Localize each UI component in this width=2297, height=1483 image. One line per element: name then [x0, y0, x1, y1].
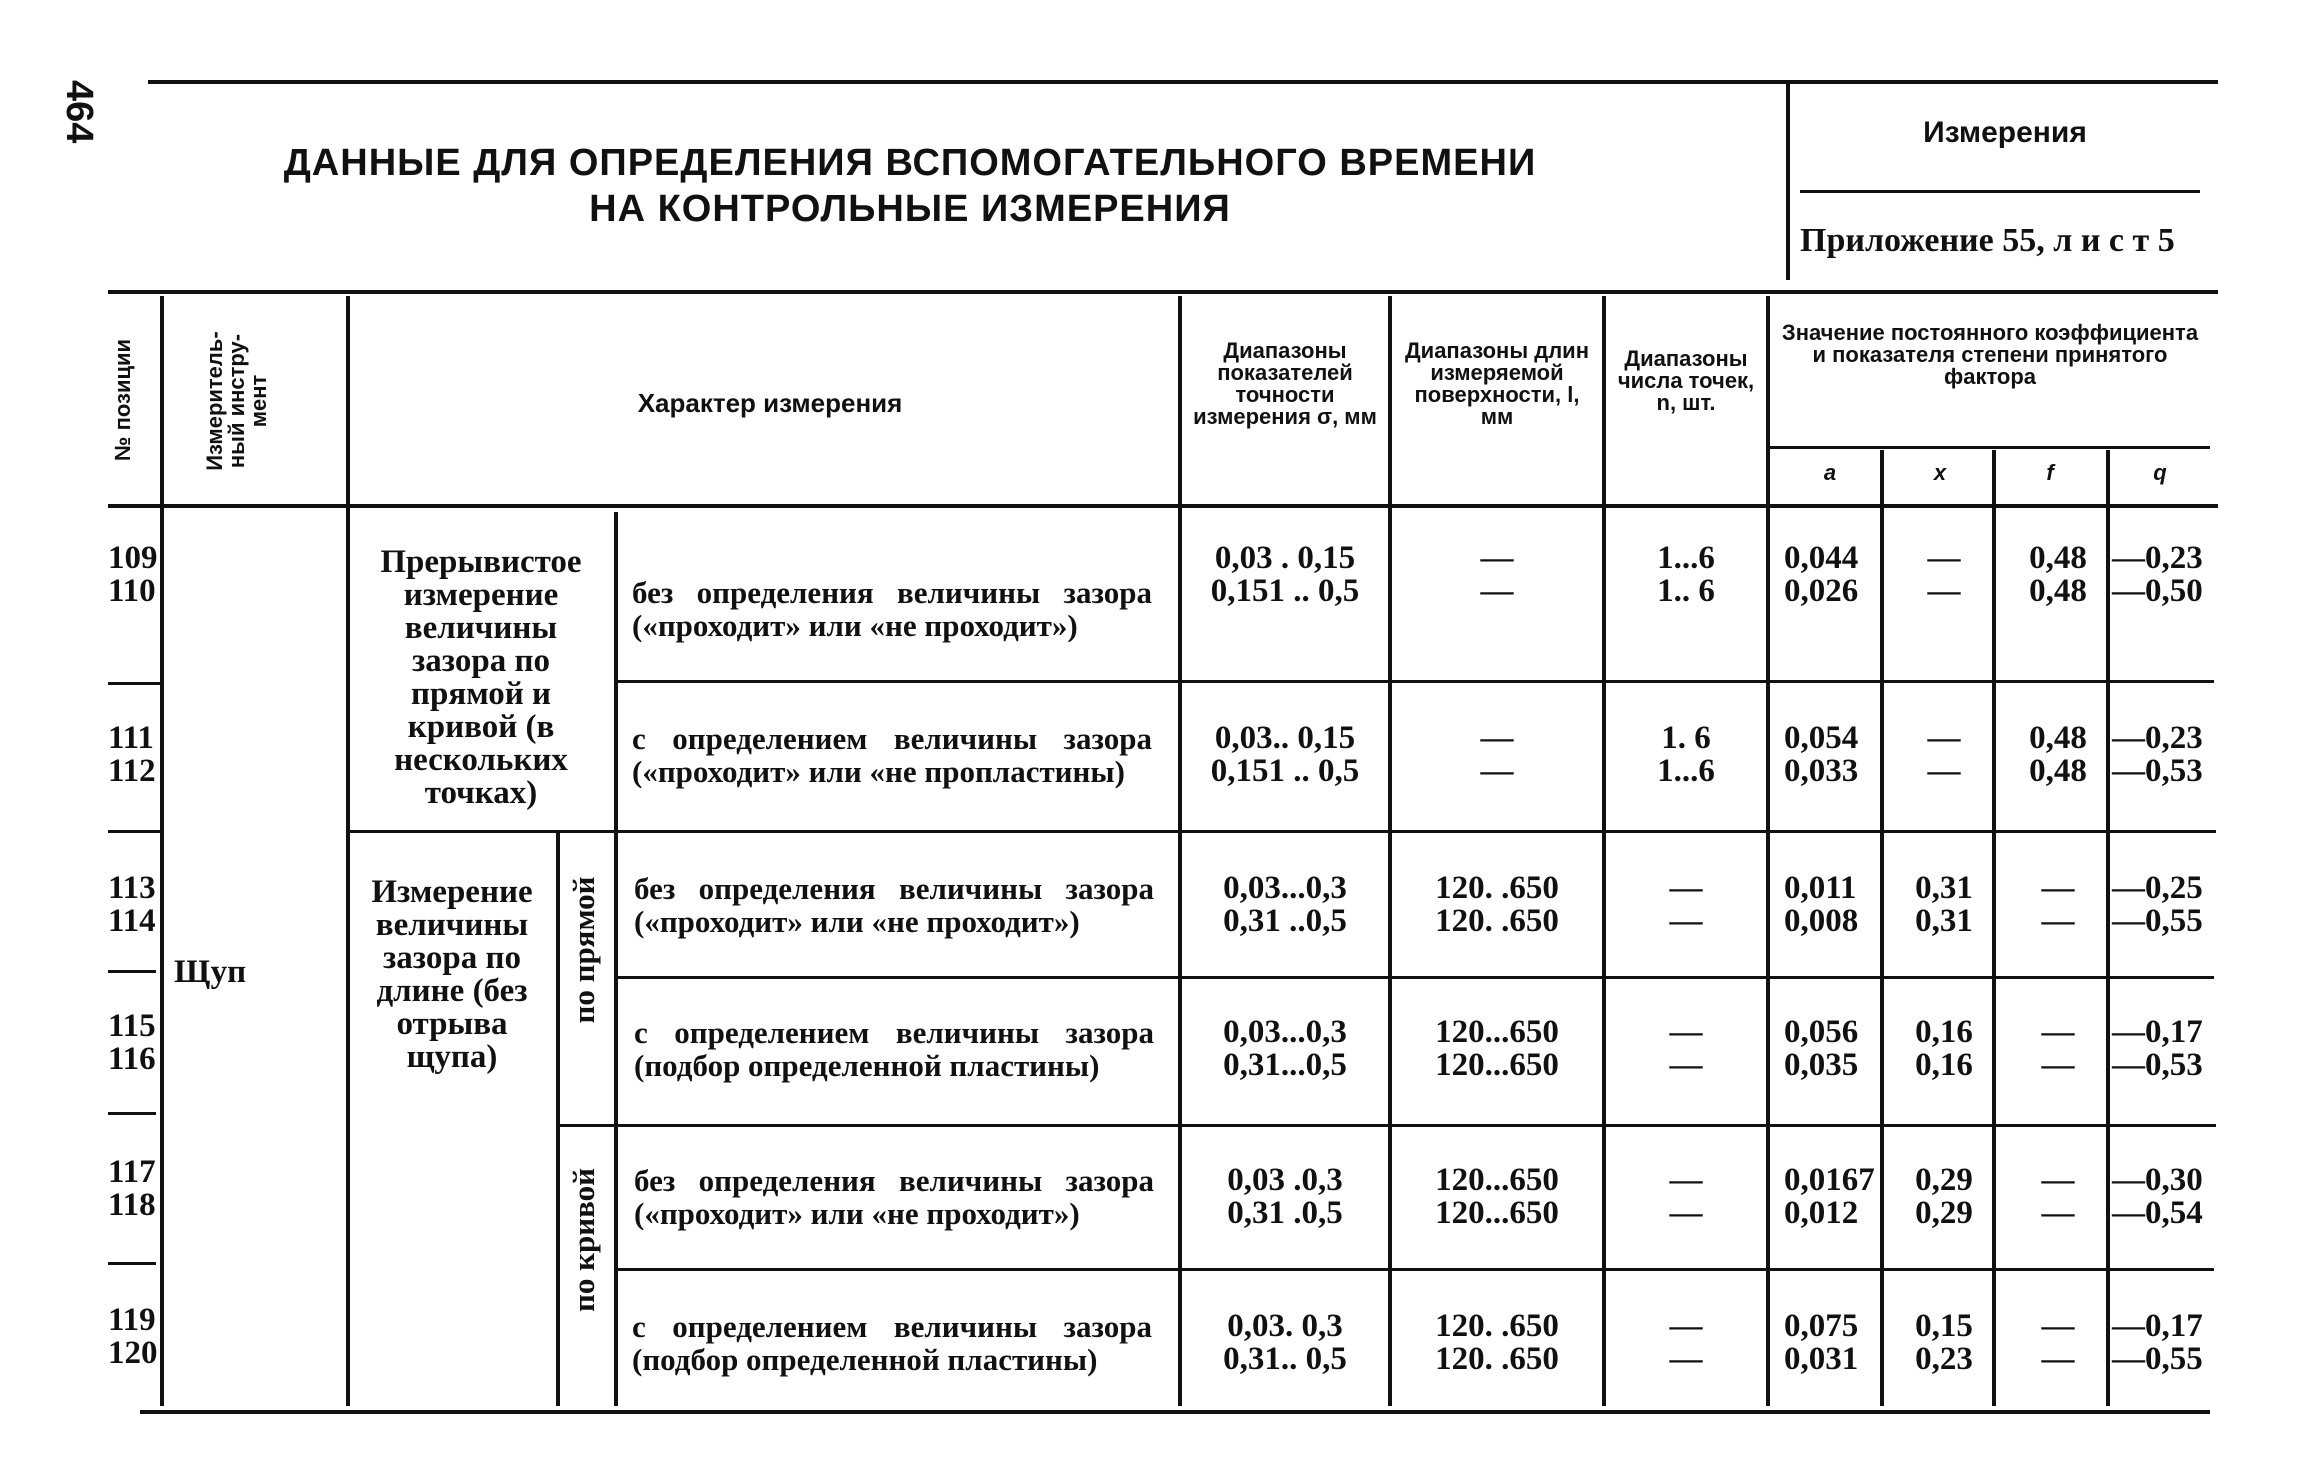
coef-a-values: 0,056 0,035 — [1784, 1014, 1859, 1083]
title-line-1: ДАННЫЕ ДЛЯ ОПРЕДЕЛЕНИЯ ВСПОМОГАТЕЛЬНОГО ВРЕМЕНИ — [283, 142, 1537, 184]
coef-x-values: — — — [1927, 720, 1961, 789]
coef-q-values: —0,17 —0,55 — [2112, 1308, 2203, 1377]
header-col-q: q — [2153, 460, 2167, 485]
row-rule-2 — [346, 830, 2216, 833]
coef-f-values: — — — [2041, 1014, 2075, 1083]
points-values: 1. 6 1...6 — [1657, 720, 1715, 789]
measurement-description: с определением величины зазора (подбор определенной пластины) — [632, 1309, 1152, 1377]
length-values: 120...650 120...650 — [1435, 1162, 1559, 1231]
length-values: 120. .650 120. .650 — [1435, 1308, 1559, 1377]
points-values: — — — [1669, 1014, 1703, 1083]
coef-f-values: — — — [2041, 870, 2075, 939]
pos-sep-3 — [108, 970, 156, 973]
group-divider — [614, 512, 618, 832]
position-numbers: 109 110 — [108, 540, 158, 609]
col-line-acc — [1388, 296, 1392, 1406]
header-col-a: a — [1823, 460, 1837, 485]
position-numbers: 115 116 — [108, 1008, 156, 1077]
coef-q-values: —0,25 —0,55 — [2112, 870, 2203, 939]
accuracy-values: 0,03.. 0,15 0,151 .. 0,5 — [1210, 720, 1360, 789]
measurement-description: с определением величины зазора («проходит» или «не пропластины) — [632, 721, 1152, 789]
measurement-description: без определения величины зазора («проходит» или «не проходит») — [632, 575, 1152, 643]
header-col-x: x — [1933, 460, 1947, 485]
points-values: — — — [1669, 870, 1703, 939]
accuracy-values: 0,03 . 0,15 0,151 .. 0,5 — [1210, 540, 1360, 609]
accuracy-values: 0,03. 0,3 0,31.. 0,5 — [1223, 1308, 1347, 1377]
coef-a-values: 0,011 0,008 — [1784, 870, 1859, 939]
header-coefficient-group: Значение постоянного коэффициента и показателя степени принятого фактора — [1781, 320, 2199, 389]
col-line-pts — [1766, 296, 1770, 1406]
table-top-rule — [108, 290, 2218, 294]
measurement-description: без определения величины зазора («проходит» или «не проходит») — [634, 871, 1154, 939]
coef-f-values: — — — [2041, 1308, 2075, 1377]
accuracy-values: 0,03 .0,3 0,31 .0,5 — [1227, 1162, 1343, 1231]
points-values: — — — [1669, 1162, 1703, 1231]
col-line-len — [1602, 296, 1606, 1406]
position-numbers: 111 112 — [108, 720, 156, 789]
coef-a-values: 0,075 0,031 — [1784, 1308, 1859, 1377]
section-label: Измерения — [1923, 116, 2087, 149]
coef-a-values: 0,054 0,033 — [1784, 720, 1859, 789]
col-line-x — [1992, 450, 1996, 1406]
coef-header-rule — [1770, 446, 2210, 449]
coef-q-values: —0,23 —0,53 — [2112, 720, 2203, 789]
col-line-instr — [346, 296, 350, 1406]
coef-q-values: —0,17 —0,53 — [2112, 1014, 2203, 1083]
row-rule-3 — [614, 976, 2214, 979]
coef-x-values: 0,16 0,16 — [1915, 1014, 1973, 1083]
length-values: 120. .650 120. .650 — [1435, 870, 1559, 939]
table-bottom-rule — [140, 1410, 2210, 1414]
coef-q-values: —0,23 —0,50 — [2112, 540, 2203, 609]
measurement-description: с определением величины зазора (подбор определенной пластины) — [634, 1015, 1154, 1083]
pos-sep-4 — [108, 1112, 156, 1115]
header-accuracy-range: Диапазоны показателей точности измерения σ, мм — [1193, 338, 1377, 429]
coef-f-values: 0,48 0,48 — [2029, 540, 2087, 609]
header-col-f: f — [2046, 460, 2054, 485]
header-box-divider — [1786, 80, 1790, 280]
measurement-description: без определения величины зазора («проходит» или «не проходит») — [634, 1163, 1154, 1231]
col-line-a — [1880, 450, 1884, 1406]
pos-sep-5 — [108, 1262, 156, 1265]
header-length-range: Диапазоны длин измеряемой поверхности, l, мм — [1405, 338, 1589, 429]
coef-x-values: 0,31 0,31 — [1915, 870, 1973, 939]
position-numbers: 119 120 — [108, 1302, 158, 1371]
col-line-f — [2106, 450, 2110, 1406]
pos-sep-1 — [108, 682, 160, 685]
length-values: — — — [1480, 540, 1514, 609]
col-line-pos — [160, 296, 164, 1406]
coef-f-values: — — — [2041, 1162, 2075, 1231]
subgroup-straight: по прямой — [566, 876, 601, 1024]
position-numbers: 117 118 — [108, 1154, 156, 1223]
coef-a-values: 0,044 0,026 — [1784, 540, 1859, 609]
page-title — [220, 140, 1600, 232]
length-values: — — — [1480, 720, 1514, 789]
header-character: Характер измерения — [637, 388, 903, 418]
pos-sep-2 — [108, 830, 160, 833]
col-line-char — [1178, 296, 1182, 1406]
group2-divider — [556, 830, 560, 1406]
group-interrupted: Прерывистое измерение величины зазора по прямой и кривой (в нескольких точках) — [380, 544, 582, 811]
group-continuous: Измерение величины зазора по длине (без отрыва щупа) — [371, 874, 533, 1075]
title-line-2: НА КОНТРОЛЬНЫЕ ИЗМЕРЕНИЯ — [589, 188, 1231, 230]
page-number: 464 — [58, 80, 100, 144]
coef-x-values: 0,15 0,23 — [1915, 1308, 1973, 1377]
sub-divider — [614, 830, 618, 1406]
coef-a-values: 0,0167 0,012 — [1784, 1162, 1875, 1231]
header-box-rule — [1800, 190, 2200, 193]
accuracy-values: 0,03...0,3 0,31...0,5 — [1223, 1014, 1347, 1083]
coef-x-values: — — — [1927, 540, 1961, 609]
length-values: 120...650 120...650 — [1435, 1014, 1559, 1083]
header-points-range: Диапазоны числа точек, n, шт. — [1617, 346, 1755, 415]
coef-q-values: —0,30 —0,54 — [2112, 1162, 2203, 1231]
row-rule-4 — [556, 1124, 2216, 1127]
instrument-name: Щуп — [174, 954, 247, 990]
header-position-no: № позиции — [110, 338, 135, 462]
row-rule-1 — [614, 680, 2214, 683]
header-bottom-rule — [108, 504, 2218, 508]
header-instrument: Измеритель- ный инстру- мент — [202, 331, 271, 471]
points-values: 1...6 1.. 6 — [1657, 540, 1715, 609]
top-rule — [148, 80, 2218, 84]
coef-x-values: 0,29 0,29 — [1915, 1162, 1973, 1231]
appendix-label: Приложение 55, л и с т 5 — [1800, 222, 2175, 259]
coef-f-values: 0,48 0,48 — [2029, 720, 2087, 789]
subgroup-curve: по кривой — [566, 1168, 601, 1312]
row-rule-5 — [614, 1268, 2214, 1271]
points-values: — — — [1669, 1308, 1703, 1377]
position-numbers: 113 114 — [108, 870, 156, 939]
accuracy-values: 0,03...0,3 0,31 ..0,5 — [1223, 870, 1347, 939]
